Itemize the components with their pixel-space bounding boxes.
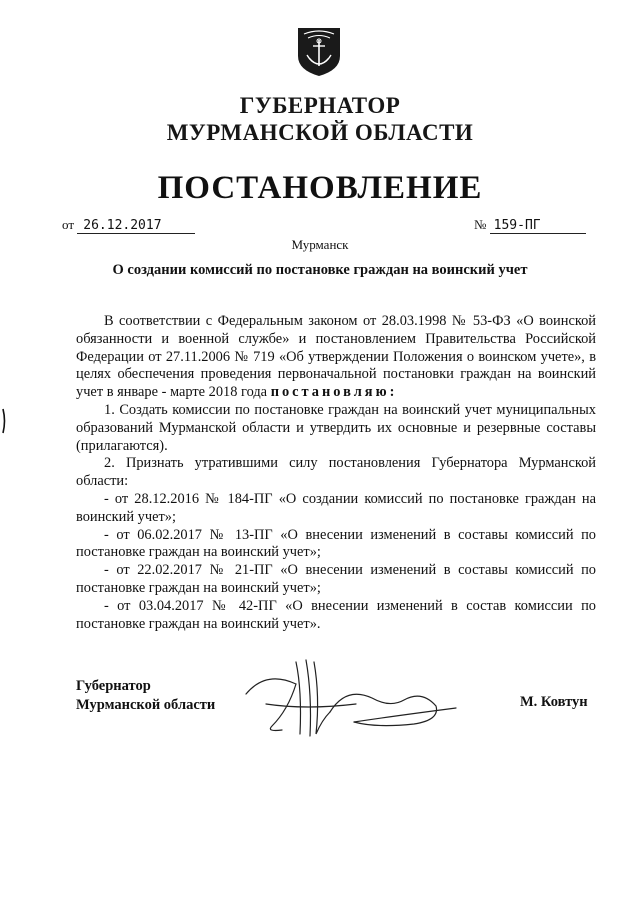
document-subject: О создании комиссий по постановке граждан на воинский учет [112,262,528,278]
repealed-act-3: - от 22.02.2017 № 21-ПГ «О внесении изменений в составы комиссий по постановке граждан на воинский учет»; [76,562,596,596]
item-1: 1. Создать комиссии по постановке граждан на воинский учет муниципальных образований Мурманской области и утвердить их основные и резервные составы (прилагаются). [76,401,596,454]
scan-edge-mark [1,408,7,434]
document-body [76,313,596,633]
repealed-act-1: - от 28.12.2016 № 184-ПГ «О создании комиссий по постановке граждан на воинский учет»; [76,490,596,525]
issuer-title-line2: МУРМАНСКОЙ ОБЛАСТИ [166,120,474,145]
date-prefix: от [62,217,75,232]
issue-city: Мурманск [291,237,349,252]
preamble-paragraph [76,313,596,402]
preamble-text: В соответствии с Федеральным законом от 28.03.1998 № 53-ФЗ «О воинской обязанности и военной службе» и постановлением Правительства Российской Федерации от 27.11.2006 № 719 «Об утверждении Положения о воинском учете», в целях обеспечения проведения первоначальной постановки граждан на воинский учет в январе - марте 2018 года [76,313,596,401]
document-number [474,217,586,234]
document-type-title: ПОСТАНОВЛЕНИЕ [157,170,483,206]
issuer-title-line1: ГУБЕРНАТОР [239,93,401,118]
date-value: 26.12.2017 [77,219,195,234]
decree-word: постановляю: [270,384,398,401]
signatory-position [76,677,215,715]
repealed-act-4: - от 03.04.2017 № 42-ПГ «О внесении изменений в состав комиссии по постановке граждан на воинский учет». [76,597,596,632]
number-value: 159-ПГ [490,219,586,234]
number-prefix: № [474,217,487,232]
coat-of-arms-icon [296,26,342,78]
handwritten-signature [226,650,476,740]
document-date [62,217,195,234]
signatory-name: М. Ковтун [520,694,588,710]
item-2: 2. Признать утратившими силу постановления Губернатора Мурманской области: [76,455,596,490]
signatory-position-line1: Губернатор [76,678,151,694]
signatory-position-line2: Мурманской области [76,697,216,713]
repealed-act-2: - от 06.02.2017 № 13-ПГ «О внесении изменений в составы комиссий по постановке граждан на воинский учет»; [76,526,596,561]
